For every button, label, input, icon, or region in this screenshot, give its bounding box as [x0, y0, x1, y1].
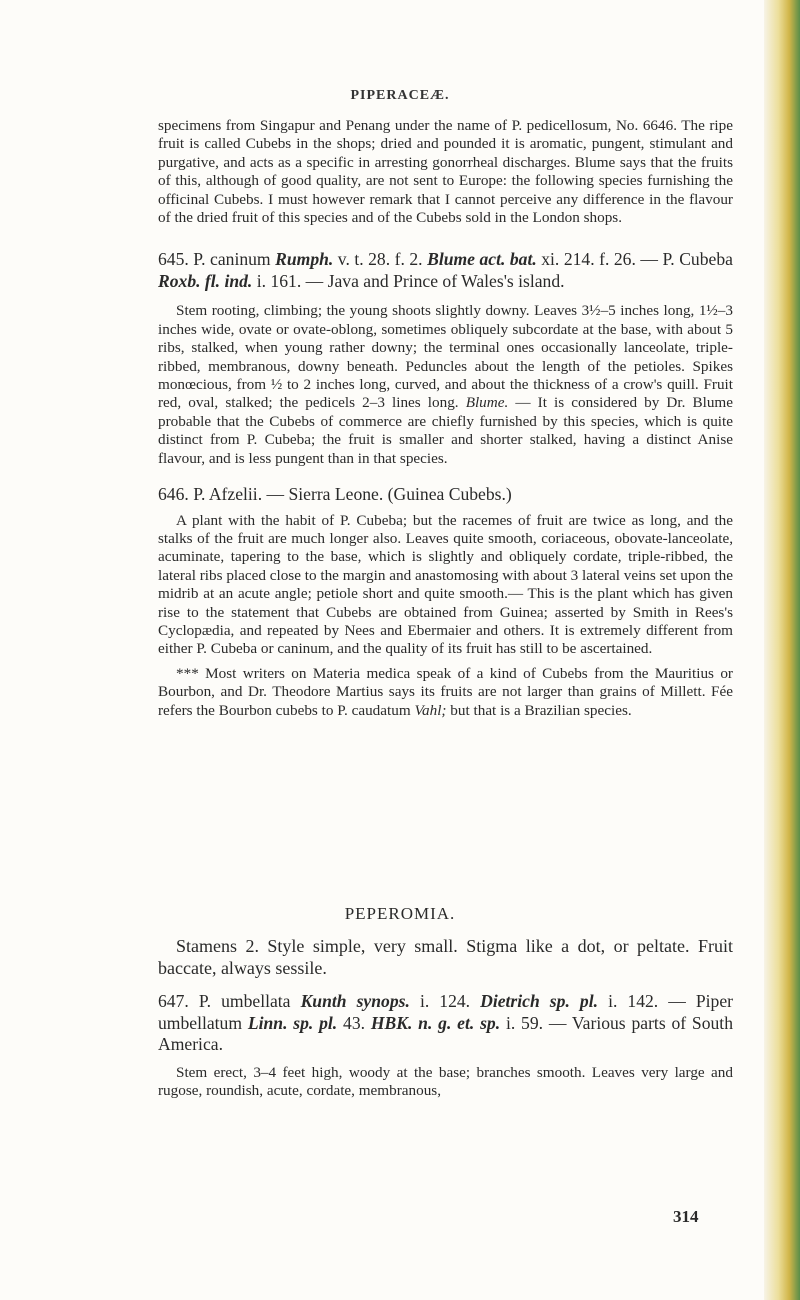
section-intro: Stamens 2. Style simple, very small. Stigma like a dot, or peltate. Fruit baccate, always sessile.: [158, 936, 733, 978]
running-header: PIPERACEÆ.: [350, 88, 450, 103]
entry-646-description: A plant with the habit of P. Cubeba; but the racemes of fruit are twice as long, and the stalks of the fruit are much longer also. Leaves quite smooth, coriaceous, obovate-lanceolate, acuminate, tapering to the base, which is slightly and obliquely cordate, triple-ribbed, the lateral ribs placed close to the margin and anastomosing with about 3 lateral veins set upon the midrib at an acute angle; petiole short and quite smooth.— This is the plant which has given rise to the statement that Cubebs are obtained from Guinea; asserted by Smith in Rees's Cyclopædia, and repeated by Nees and Ebermaier and others. It is extremely different from either P. Cubeba or caninum, and the quality of its fruit has still to be ascertained.: [158, 511, 734, 658]
text-column: [158, 117, 733, 720]
page-number: 314: [673, 1207, 699, 1226]
entry-647-heading: 647. P. umbellata Kunth synops. i. 124. Dietrich sp. pl. i. 142. — Piper umbellatum Linn. sp. pl. 43. HBK. n. g. et. sp. i. 59. — Various parts of South America.: [158, 991, 734, 1054]
entry-646-heading: 646. P. Afzelii. — Sierra Leone. (Guinea Cubebs.): [158, 484, 512, 505]
section-title: PEPEROMIA.: [344, 904, 456, 923]
footnote-cubebs: *** Most writers on Materia medica speak of a kind of Cubebs from the Mauritius or Bourbon, and Dr. Theodore Martius says its fruits are not larger than grains of Millett. Fée refers the Bourbon cubebs to P. caudatum Vahl; but that is a Brazilian species.: [158, 664, 733, 719]
entry-647-description: Stem erect, 3–4 feet high, woody at the base; branches smooth. Leaves very large and rugose, roundish, acute, cordate, membranous,: [158, 1063, 733, 1099]
page-edge-decoration: [764, 0, 800, 1300]
entry-645-heading: 645. P. caninum Rumph. v. t. 28. f. 2. Blume act. bat. xi. 214. f. 26. — P. Cubeba Roxb. fl. ind. i. 161. — Java and Prince of Wales's island.: [158, 249, 733, 291]
continued-paragraph: specimens from Singapur and Penang under the name of P. pedicellosum, No. 6646. The ripe fruit is called Cubebs in the shops; dried and pounded it is aromatic, pungent, stimulant and purgative, and acts as a specific in arresting gonorrheal discharges. Blume says that the fruits of this, although of good quality, are not sent to Europe: the following species furnishing the officinal Cubebs. I must however remark that I cannot perceive any difference in the flavour of the dried fruit of this species and of the Cubebs sold in the London shops.: [158, 117, 733, 227]
entry-645-description: Stem rooting, climbing; the young shoots slightly downy. Leaves 3½–5 inches long, 1½–3 inches wide, ovate or ovate-oblong, sometimes obliquely subcordate at the base, with about 5 ribs, stalked, when young rather downy; the terminal ones occasionally lanceolate, triple-ribbed, membranous, downy beneath. Peduncles about the length of the petioles. Spikes monœcious, from ½ to 2 inches long, curved, and about the thickness of a crow's quill. Fruit red, oval, stalked; the pedicels 2–3 lines long. Blume. — It is considered by Dr. Blume probable that the Cubebs of commerce are chiefly furnished by this species, which is quite distinct from P. Cubeba; the fruit is smaller and shorter stalked, having a distinct Anise flavour, and is less pungent than in that species.: [158, 302, 733, 467]
section-column: [158, 935, 733, 1100]
